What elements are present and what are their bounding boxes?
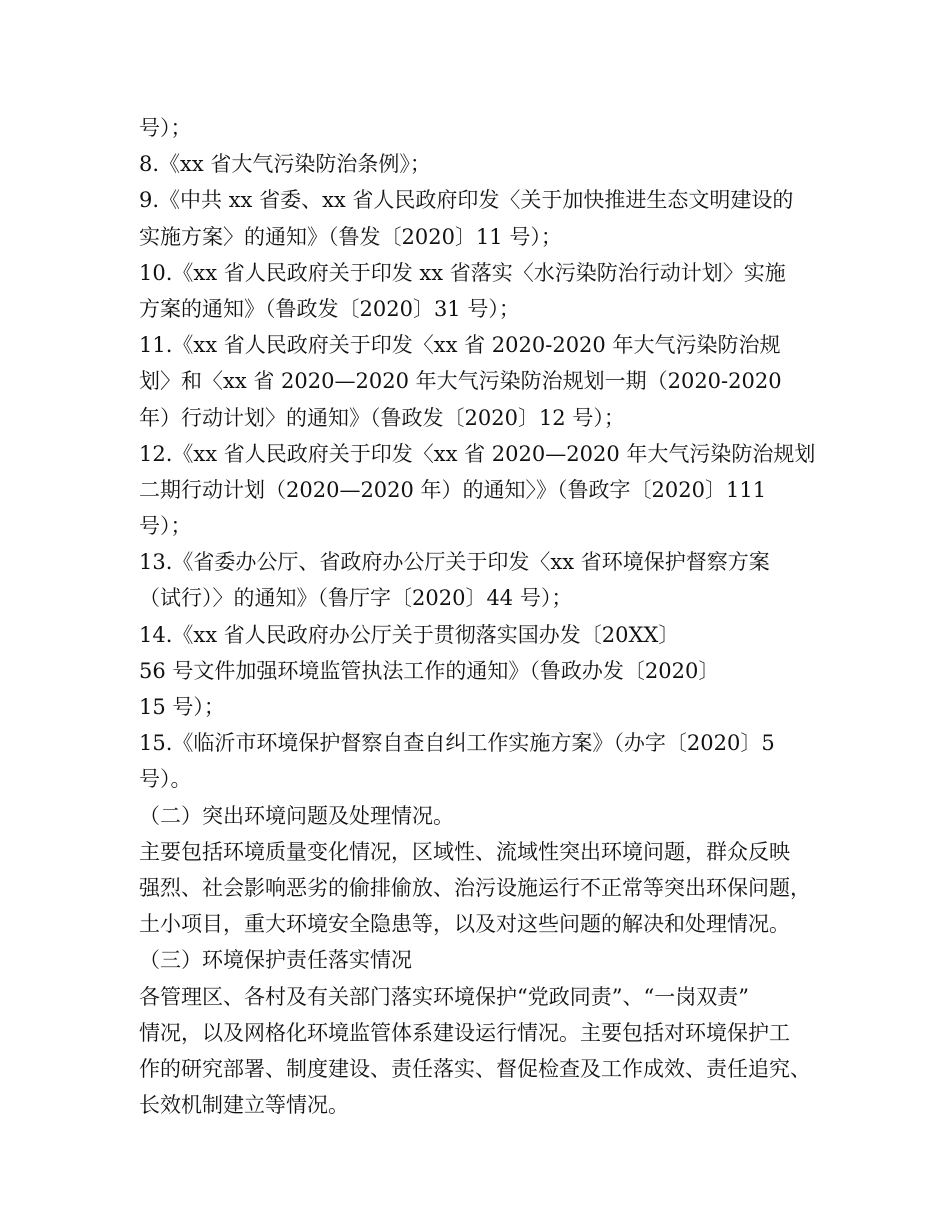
list-item-12-continued: 二期行动计划（2020—2020 年）的通知〉》（鲁政字〔2020〕111 (139, 477, 767, 502)
paragraph-line: 各管理区、各村及有关部门落实环境保护“党政同责”、“一岗双责” (139, 984, 749, 1009)
list-item-15-continued: 号）。 (139, 767, 192, 792)
text-line: 号）； (139, 116, 192, 140)
section-heading-2: （二）突出环境问题及处理情况。 (139, 803, 454, 828)
list-item-10: 10.《xx 省人民政府关于印发 xx 省落实〈水污染防治行动计划〉实施 (139, 260, 786, 285)
list-item-14: 14.《xx 省人民政府办公厅关于贯彻落实国办发〔20XX〕 (139, 622, 680, 647)
list-item-8: 8.《xx 省大气污染防治条例》； (139, 152, 431, 177)
section-heading-3: （三）环境保护责任落实情况 (139, 948, 412, 973)
list-item-13: 13.《省委办公厅、省政府办公厅关于印发〈xx 省环境保护督察方案 (139, 550, 770, 575)
list-item-11-continued: 年）行动计划〉的通知》（鲁政发〔2020〕12 号）； (139, 405, 625, 430)
list-item-12-continued: 号）； (139, 514, 192, 539)
paragraph-line: 土小项目，重大环境安全隐患等，以及对这些问题的解决和处理情况。 (139, 912, 790, 937)
list-item-10-continued: 方案的通知》（鲁政发〔2020〕31 号）； (139, 296, 520, 321)
list-item-14-continued: 15 号）； (139, 695, 225, 719)
list-item-14-continued: 56 号文件加强环境监管执法工作的通知》（鲁政办发〔2020〕 (139, 658, 720, 683)
list-item-9: 9.《中共 xx 省委、xx 省人民政府印发〈关于加快推进生态文明建设的 (139, 188, 794, 213)
paragraph-line: 作的研究部署、制度建设、责任落实、督促检查及工作成效、责任追究、 (139, 1056, 811, 1081)
list-item-12: 12.《xx 省人民政府关于印发〈xx 省 2020—2020 年大气污染防治规划 (139, 441, 816, 466)
list-item-11-continued: 划〉和〈xx 省 2020—2020 年大气污染防治规划一期（2020-2020 (139, 369, 782, 394)
paragraph-line: 强烈、社会影响恶劣的偷排偷放、治污设施运行不正常等突出环保问题， (139, 875, 811, 900)
list-item-9-continued: 实施方案〉的通知》（鲁发〔2020〕11 号）； (139, 224, 562, 249)
list-item-15: 15.《临沂市环境保护督察自查自纠工作实施方案》（办字〔2020〕5 (139, 731, 775, 756)
paragraph-line: 长效机制建立等情况。 (139, 1093, 349, 1118)
list-item-13-continued: （试行）〉的通知》（鲁厅字〔2020〕44 号）； (139, 586, 573, 611)
document-body (139, 110, 839, 1123)
paragraph-line: 情况，以及网格化环境监管体系建设运行情况。主要包括对环境保护工 (139, 1020, 790, 1045)
list-item-11: 11.《xx 省人民政府关于印发〈xx 省 2020-2020 年大气污染防治规 (139, 333, 781, 358)
paragraph-line: 主要包括环境质量变化情况，区域性、流域性突出环境问题，群众反映 (139, 839, 790, 864)
